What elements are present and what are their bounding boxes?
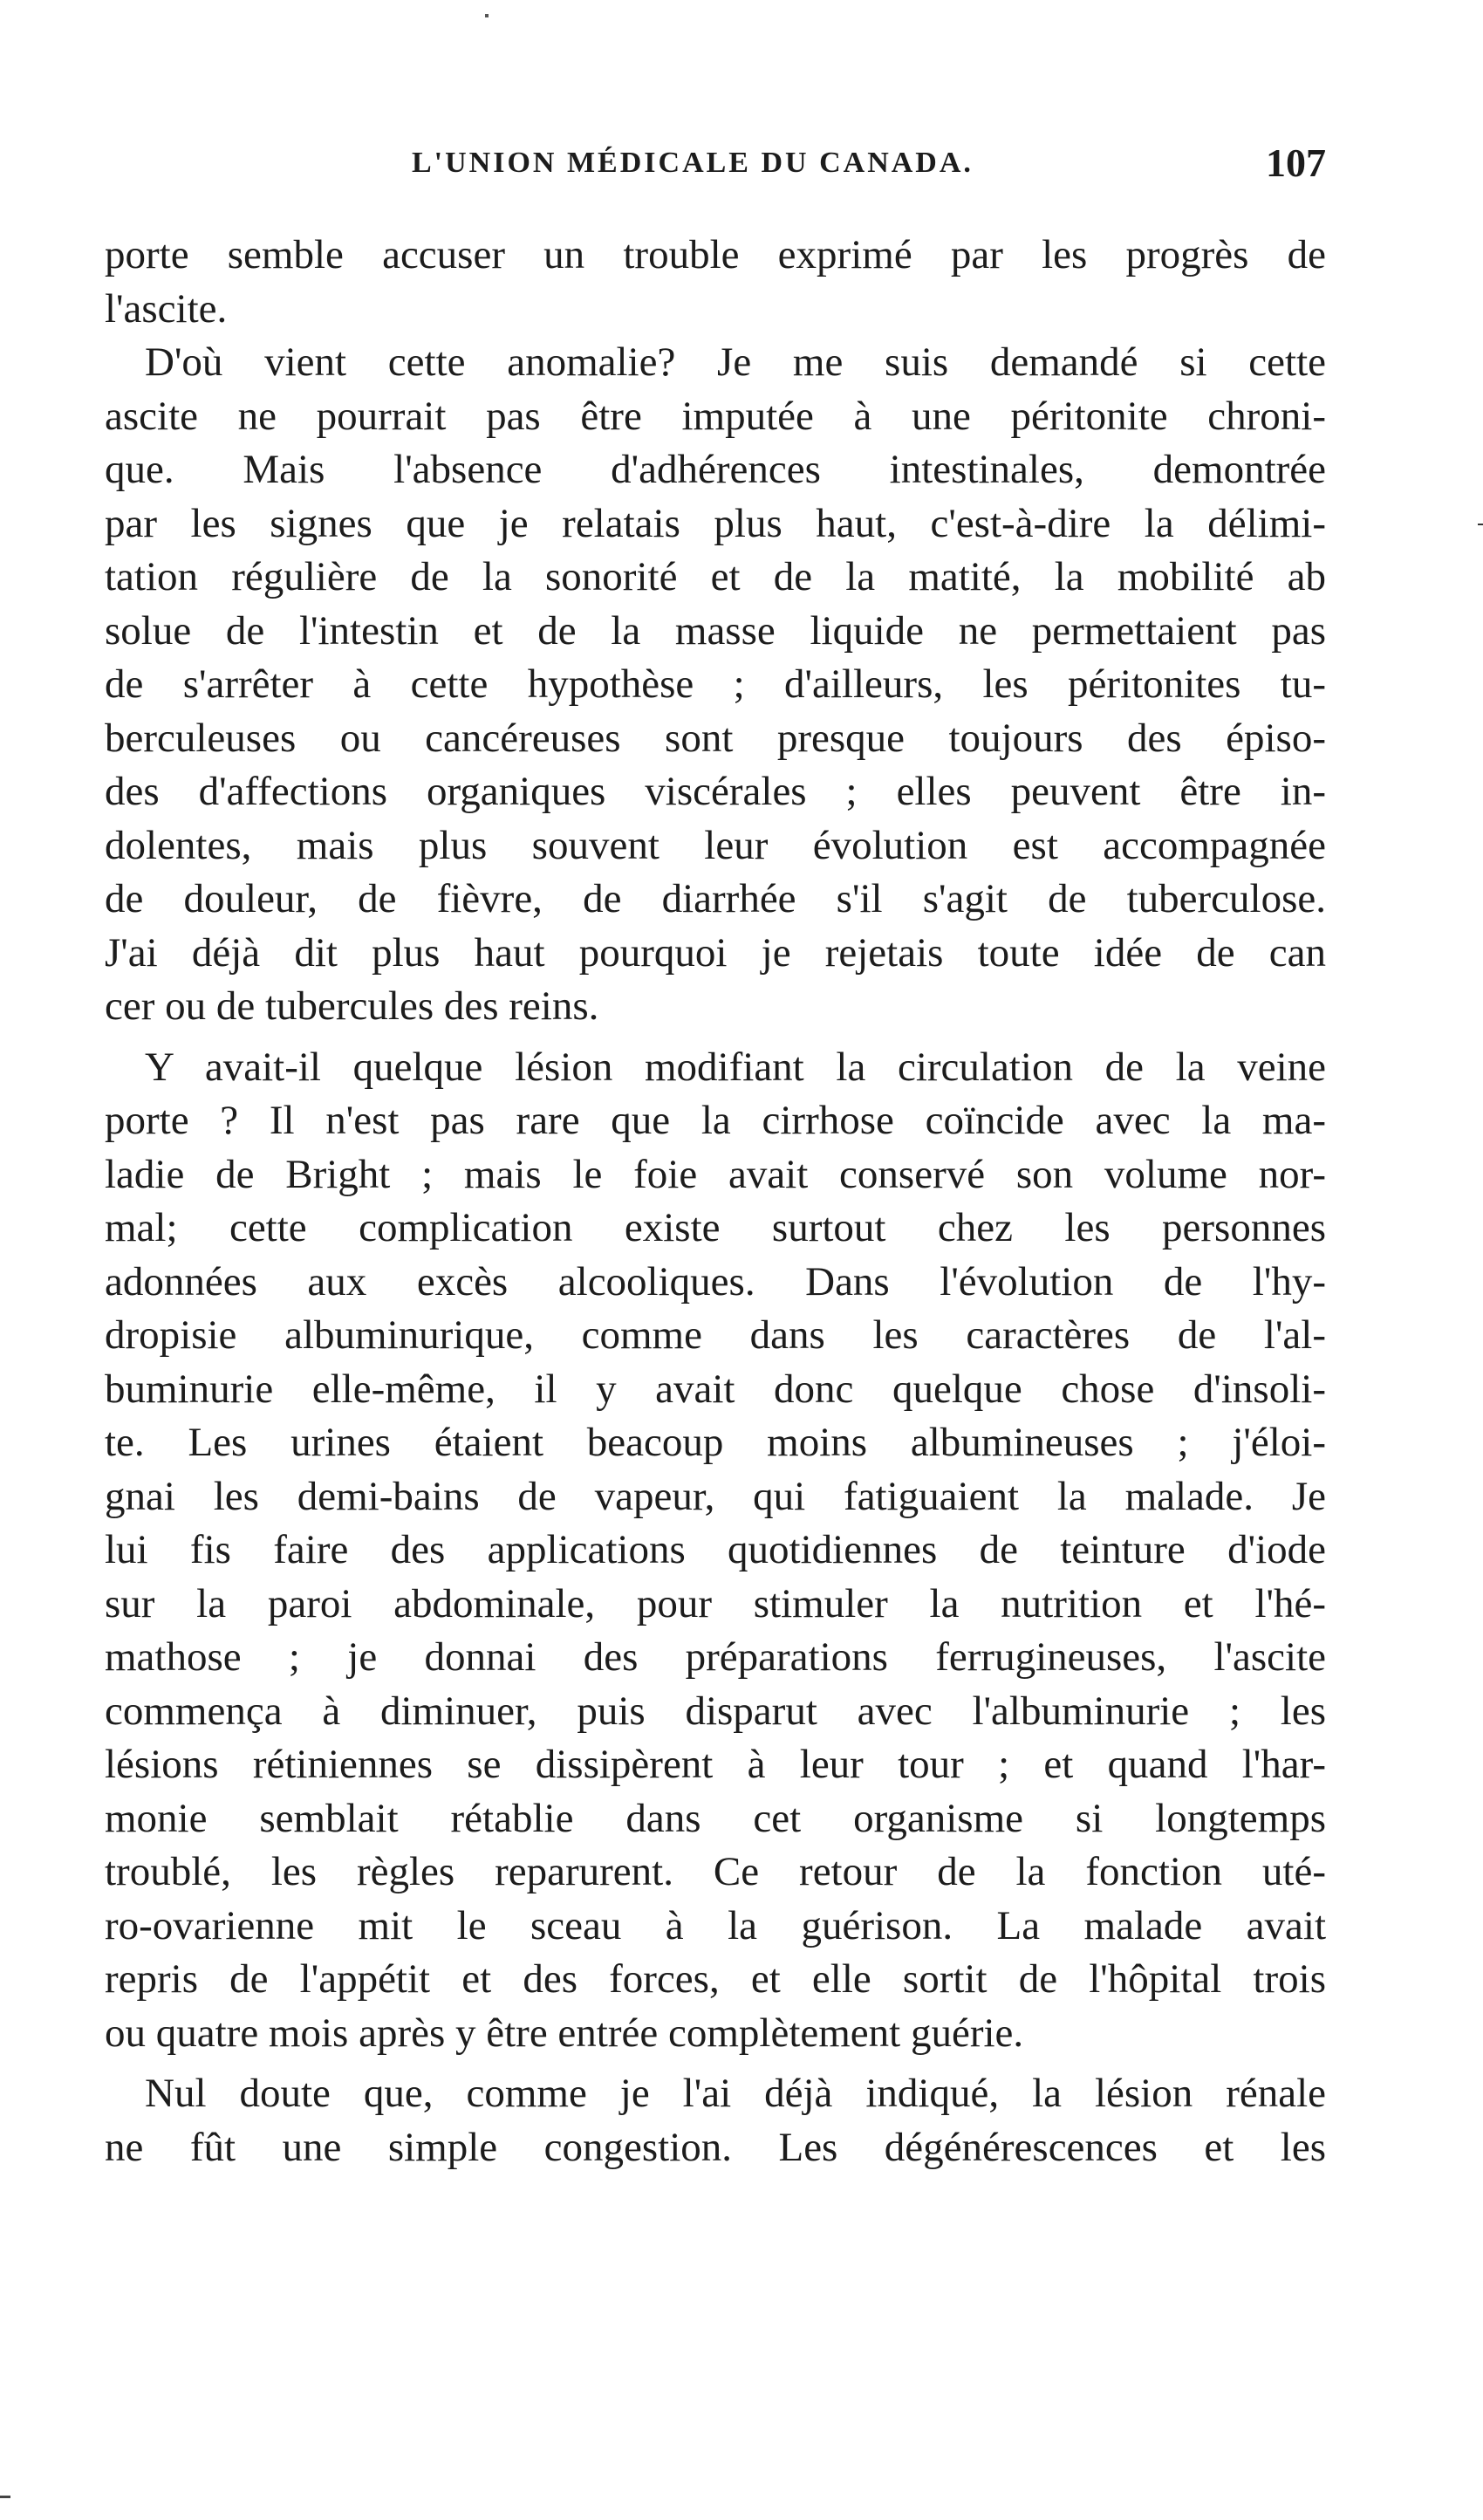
text-line: porte ? Il n'est pas rare que la cirrhose coïncide avec la ma- [105,1098,1326,1143]
text-line: J'ai déjà dit plus haut pourquoi je rejetais toute idée de can [105,929,1326,976]
text-line: porte semble accuser un trouble exprimé par les progrès de [105,232,1326,277]
text-line: lui fis faire des applications quotidiennes de teinture d'iode [105,1527,1326,1572]
text-line: dropisie albuminurique, comme dans les caractères de l'al- [105,1312,1326,1358]
running-header [105,140,1326,199]
text-line: que. Mais l'absence d'adhérences intestinales, demontrée [105,447,1326,492]
page-number: 107 [1266,140,1326,185]
text-line: ladie de Bright ; mais le foie avait conservé son volume nor- [105,1151,1326,1197]
text-line: tation régulière de la sonorité et de la matité, la mobilité ab [105,554,1326,599]
text-line: par les signes que je relatais plus haut, c'est-à-dire la délimi- [105,500,1326,546]
text-line: ne fût une simple congestion. Les dégénérescences et les [105,2124,1326,2170]
body-text [105,229,1326,2174]
margin-mark [1478,524,1483,525]
speck-mark [485,14,489,17]
margin-mark [0,2496,10,2498]
text-line: troublé, les règles reparurent. Ce retour de la fonction uté- [105,1849,1326,1894]
text-line: mathose ; je donnai des préparations ferrugineuses, l'ascite [105,1634,1326,1680]
text-line: de douleur, de fièvre, de diarrhée s'il s'agit de tuberculose. [105,876,1326,921]
text-line: de s'arrêter à cette hypothèse ; d'ailleurs, les péritonites tu- [105,661,1326,707]
text-line: buminurie elle-même, il y avait donc quelque chose d'insoli- [105,1366,1326,1412]
text-line: ascite ne pourrait pas être imputée à une péritonite chroni- [105,393,1326,439]
text-line: mal; cette complication existe surtout chez les personnes [105,1205,1326,1250]
text-line: sur la paroi abdominale, pour stimuler la nutrition et l'hé- [105,1580,1326,1626]
text-line: Nul doute que, comme je l'ai déjà indiqué, la lésion rénale [145,2071,1326,2116]
text-line: monie semblait rétablie dans cet organisme si longtemps [105,1795,1326,1841]
text-line: gnai les demi-bains de vapeur, qui fatiguaient la malade. Je [105,1473,1326,1519]
text-line: adonnées aux excès alcooliques. Dans l'évolution de l'hy- [105,1258,1326,1305]
text-line: berculeuses ou cancéreuses sont presque toujours des épiso- [105,715,1326,761]
text-line: D'où vient cette anomalie? Je me suis demandé si cette [145,339,1326,385]
text-line: repris de l'appétit et des forces, et elle sortit de l'hôpital trois [105,1956,1326,2002]
text-line: te. Les urines étaient beacoup moins albumineuses ; j'éloi- [105,1420,1326,1465]
text-line: dolentes, mais plus souvent leur évolution est accompagnée [105,822,1326,868]
text-line: lésions rétiniennes se dissipèrent à leur tour ; et quand l'har- [105,1742,1326,1787]
text-line: ro-ovarienne mit le sceau à la guérison. La malade avait [105,1902,1326,1948]
text-line: cer ou de tubercules des reins. [105,983,599,1029]
text-line: l'ascite. [105,285,228,332]
text-line: des d'affections organiques viscérales ; elles peuvent être in- [105,769,1326,814]
text-line: Y avait-il quelque lésion modifiant la circulation de la veine [145,1044,1326,1090]
running-title: L'UNION MÉDICALE DU CANADA. [412,147,974,179]
text-line: solue de l'intestin et de la masse liquide ne permettaient pas [105,607,1326,654]
text-line: ou quatre mois après y être entrée complètement guérie. [105,2010,1024,2056]
text-line: commença à diminuer, puis disparut avec l'albuminurie ; les [105,1688,1326,1734]
